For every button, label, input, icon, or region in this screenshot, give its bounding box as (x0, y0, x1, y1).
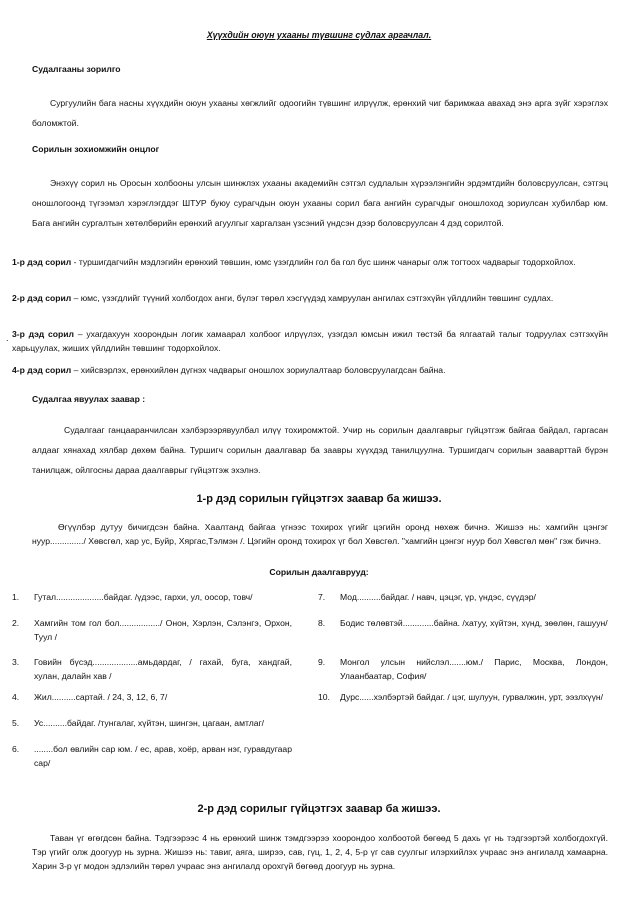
task-item (12, 617, 292, 644)
subtest-4-label: 4-р дэд сорил (12, 365, 72, 375)
task-text: Хамгийн том гол бол................./ Онон, Хэрлэн, Сэлэнгэ, Орхон, Туул / (34, 618, 292, 642)
task-text: Монгол улсын нийслэл.......юм./ Парис, Москва, Лондон, Улаанбаатар, София/ (340, 657, 608, 681)
task-item (12, 591, 292, 605)
task-text: Бодис төлөвтэй.............байна. /хатуу, хүйтэн, хүнд, зөөлөн, гашуун/ (340, 618, 608, 628)
task-item (318, 591, 608, 605)
task-number: 4. (12, 692, 20, 702)
task-item (12, 656, 292, 683)
margin-dot: . (6, 333, 9, 343)
task-number: 9. (318, 657, 326, 667)
subtest-3-label: 3-р дэд сорил (12, 329, 74, 339)
task-text: Мод..........байдаг. / навч, цэцэг, үр, үндэс, сүүдэр/ (340, 592, 536, 602)
subtest-3-text: – ухагдахуун хоорондын логик хамаарал холбоог илрүүлэх, үзэгдэл юмсын ижил төстэй ба ялгаатай талыг тодруулах сэтгэхүйн харьцуулах, жиших үйлдлийн төвшинг тодорхойлох. (12, 329, 608, 353)
subtest-1-text: - туршигдагчийн мэдлэгийн ерөнхий төвшин, юмс үзэгдлийн гол ба гол бус шинж чанарыг олж тогтоох чадварыг тодорхойлох. (71, 257, 576, 267)
task-number: 8. (318, 618, 326, 628)
task-text: Ус..........байдаг. /тунгалаг, хүйтэн, шингэн, цагаан, амтлаг/ (34, 718, 265, 728)
task-number: 10. (318, 692, 330, 702)
goal-heading: Судалгааны зорилго (32, 64, 121, 74)
section1-text: Өгүүлбэр дутуу бичигдсэн байна. Хаалтанд байгаа үгнээс тохирох үгийг цэгийн оронд нөхөж бичнэ. Жишээ нь: хамгийн цэнгэг нуур............../ Хөвсгөл, хар ус, Буйр, Хяргас,Тэлмэн /. Цэгийн оронд тохирох үг бол Хөвсгөл. "хамгийн цэнгэг нуур бол Хөвсгөл мөн" гэж бичнэ. (32, 522, 608, 546)
subtest-1-label: 1-р дэд сорил (12, 257, 72, 267)
task-text: Гутал....................байдаг. /үдээс, гархи, ул, оосор, товч/ (34, 592, 253, 602)
subtest-4 (12, 364, 608, 378)
section2-heading: 2-р дэд сорилыг гүйцэтгэх заавар ба жишээ. (197, 803, 441, 815)
tasks-heading: Сорилын даалгаврууд: (269, 567, 369, 577)
task-number: 7. (318, 592, 326, 602)
task-text: Жил..........сартай. / 24, 3, 12, 6, 7/ (34, 692, 168, 702)
task-text: ........бол өвлийн сар юм. / ес, арав, хоёр, арван нэг, гуравдугаар сар/ (34, 744, 292, 768)
subtest-4-text: – хийсвэрлэх, ерөнхийлөн дүгнэх чадварыг оношлох зориулалтаар боловсруулагдсан байна. (71, 365, 446, 375)
section2-text: Таван үг өгөгдсөн байна. Тэдгээрээс 4 нь ерөнхий шинж тэмдгээрээ хоорондоо холбоотой бөгөөд 5 дахь үг нь тэдгээртэй холбогдохгүй. Тэр үгийг олж доогуур нь зурна. Жишээ нь: тавиг, аяга, ширээ, сав, гүц, 1, 2, 4, 5-р үг сав суулгыг илэрхийлэх учраас энэ ангилалд хамаарна. Харин 3-р үг модон эдлэлийн төрөл учраас энэ ангилалд орохгүй бөгөөд доогуур нь зурна. (32, 833, 608, 871)
procedure-text: Судалгааг ганцааранчилсан хэлбэрээрявуулбал илүү тохиромжтой. Учир нь сорилын даалгаврыг гүйцэтгэж байгаа байдал, гаргасан алдааг хянахад хялбар дөхөм байна. Туршигч сорилын даалгавар ба заавры хүүхдэд танилцуулна. Туршигдагч сорилын зааварттай бүрэн танилцаж, ойлгосны дараа даалгаврыг гүйцэтгэж эхэлнэ. (32, 425, 608, 475)
task-number: 2. (12, 618, 20, 628)
task-item (318, 617, 608, 631)
task-item (12, 743, 292, 770)
goal-text: Сургуулийн бага насны хүүхдийн оюун ухааны хөгжлийг одоогийн түвшинг илрүүлж, ерөнхий чиг баримжаа авахад энэ арга зүйг хэрэглэх боломжтой. (32, 98, 608, 128)
subtest-2-label: 2-р дэд сорил (12, 293, 72, 303)
task-number: 1. (12, 592, 20, 602)
task-number: 5. (12, 718, 20, 728)
document-title: Хүүхдийн оюун ухааны түвшинг судлах аргачлал. (206, 30, 432, 40)
subtest-2-text: – юмс, үзэгдлийг түүний холбогдох анги, бүлэг төрөл хэсгүүдэд хамруулан ангилах сэтгэхүйн үйлдлийн төвшинг судлах. (71, 293, 554, 303)
section1-heading: 1-р дэд сорилын гүйцэтгэх заавар ба жишээ. (196, 493, 442, 505)
task-item (318, 656, 608, 683)
subtest-2 (12, 292, 608, 306)
subtest-3 (12, 328, 608, 355)
task-item (12, 717, 292, 731)
procedure-heading: Судалгаа явуулах заавар : (32, 394, 146, 404)
task-item (12, 691, 292, 705)
task-text: Говийн бүсэд...................амьдардаг, / гахай, буга, хандгай, хулан, далайн хав / (34, 657, 292, 681)
task-item (318, 691, 608, 705)
task-text: Дурс......хэлбэртэй байдаг. / цэг, шулуун, гурвалжин, урт, ээзлхүүн/ (340, 692, 604, 702)
task-number: 6. (12, 744, 20, 754)
task-number: 3. (12, 657, 20, 667)
subtest-1 (12, 256, 608, 270)
features-text: Энэхүү сорил нь Оросын холбооны улсын шинжлэх ухааны академийн сэтгэл судлалын хүрээлэнгийн эрдэмтдийн боловсруулсан, сэтгэц оношлогоонд түгээмэл хэрэглэгддэг ШТУР буюу сурагчдын оюун ухааны сорил бага ангийн сурагчдыг оношлоход зориулсан хубилбар юм. Бага ангийн сургалтын хөтөлбөрийн ерөнхий агуулгыг харгалзан үзсэний үндсэн дээр боловсруулсан 4 дэд сорилтой. (32, 178, 608, 228)
features-heading: Сорилын зохиомжийн онцлог (32, 144, 160, 154)
